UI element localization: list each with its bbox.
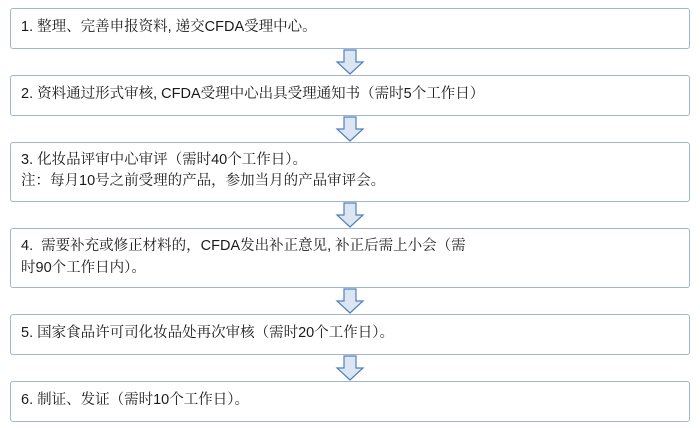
flow-step-1[interactable] <box>10 8 690 49</box>
flow-step-5[interactable] <box>10 314 690 355</box>
flow-step-6[interactable] <box>10 381 690 422</box>
connector-5-6 <box>10 355 690 381</box>
step-4-line-1: 4. 需要补充或修正材料的，CFDA发出补正意见, 补正后需上小会（需 <box>21 237 466 254</box>
step-1-line-1: 1. 整理、完善申报资料, 递交CFDA受理中心。 <box>21 19 317 36</box>
down-arrow-icon <box>335 355 365 381</box>
step-4-line-2: 时90个工作日内）。 <box>21 259 146 276</box>
flow-step-2[interactable] <box>10 75 690 116</box>
connector-4-5 <box>10 288 690 314</box>
flow-step-4[interactable] <box>10 228 690 288</box>
step-3-line-1: 3. 化妆品评审中心审评（需时40个工作日）。 <box>21 151 307 168</box>
step-2-line-1: 2. 资料通过形式审核, CFDA受理中心出具受理通知书（需时5个工作日） <box>21 85 485 102</box>
down-arrow-icon <box>335 116 365 142</box>
step-5-line-1: 5. 国家食品许可司化妆品处再次审核（需时20个工作日）。 <box>21 325 394 342</box>
connector-3-4 <box>10 202 690 228</box>
step-3-line-2: 注：每月10号之前受理的产品，参加当月的产品审评会。 <box>21 173 386 190</box>
flow-step-3[interactable] <box>10 142 690 202</box>
down-arrow-icon <box>335 288 365 314</box>
down-arrow-icon <box>335 49 365 75</box>
down-arrow-icon <box>335 202 365 228</box>
connector-2-3 <box>10 116 690 142</box>
step-6-line-1: 6. 制证、发证（需时10个工作日）。 <box>21 392 249 409</box>
connector-1-2 <box>10 49 690 75</box>
